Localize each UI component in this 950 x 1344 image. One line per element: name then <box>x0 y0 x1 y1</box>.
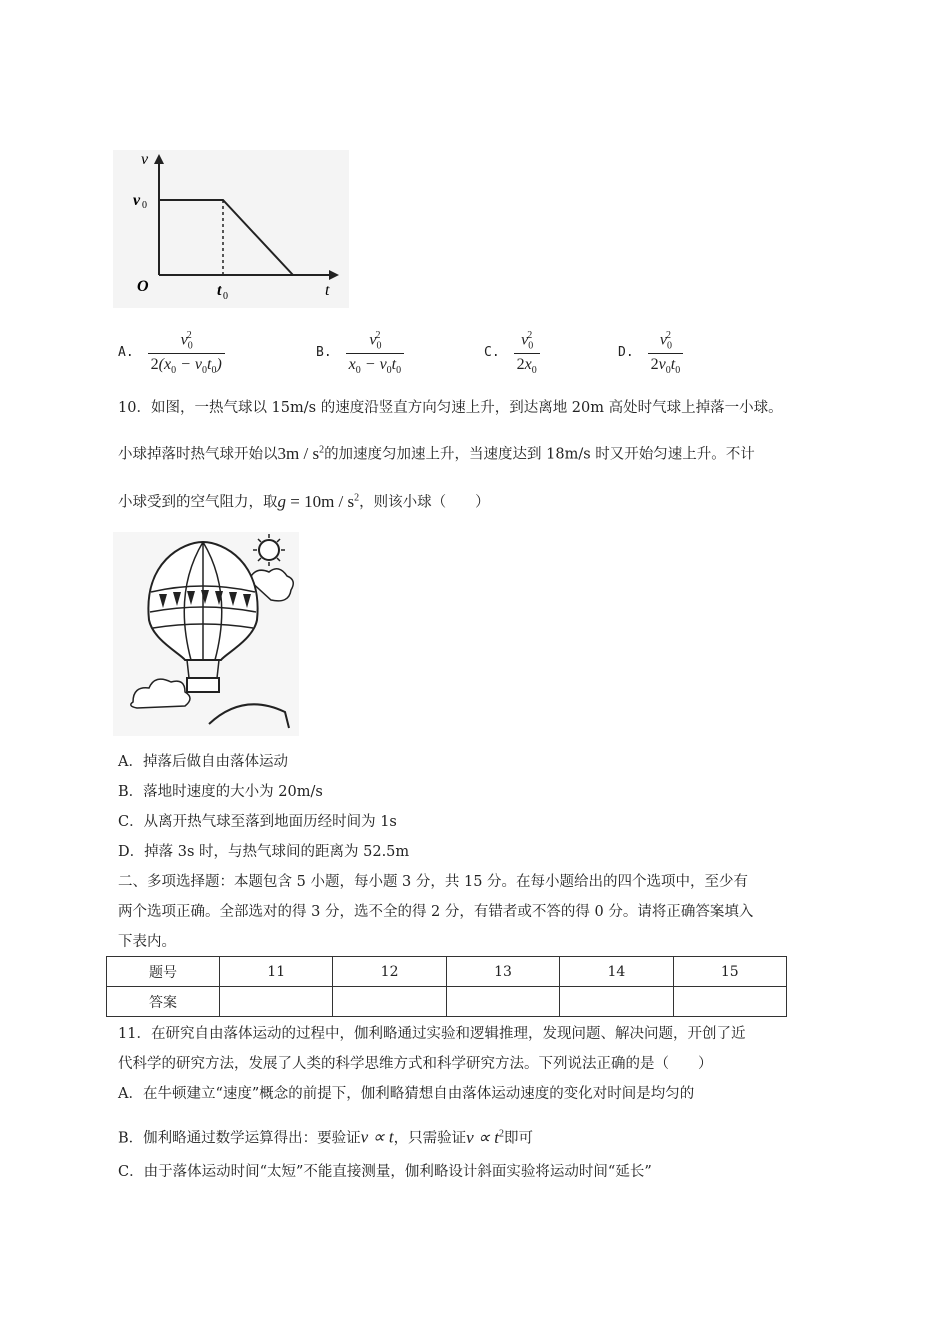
v0-label: v <box>133 192 141 209</box>
q11-line1: 11．在研究自由落体运动的过程中，伽利略通过实验和逻辑推理，发现问题、解决问题，开创了近 <box>118 1026 746 1042</box>
q9-option-a[interactable]: A. $\frac{v_0^2}{2(x_0 - v_0t_0)}$ <box>118 330 225 376</box>
v-prop-t2: $v \propto t^2$ <box>466 1127 504 1147</box>
t0-sub: 0 <box>223 291 228 302</box>
q11-line2: 代科学的研究方法，发展了人类的科学思维方式和科学研究方法。下列说法正确的是（ ） <box>118 1056 713 1072</box>
table-row <box>107 987 787 1017</box>
q9-option-c[interactable]: C. $\frac{v_0^2}{2x_0}$ <box>484 330 540 376</box>
balloon-basket <box>187 678 219 692</box>
section2-line3: 下表内。 <box>118 934 176 950</box>
cloud-left-icon <box>131 679 190 708</box>
t0-label: t <box>217 282 222 299</box>
balloon-illustration <box>113 532 299 736</box>
answer-table <box>106 956 787 1017</box>
q10-option-b[interactable]: B．落地时速度的大小为 20m/s <box>118 784 323 800</box>
v0-sub: 0 <box>142 200 147 211</box>
v-prop-t: v ∝ t <box>360 1127 394 1147</box>
q10-line3: 小球受到的空气阻力，取$g = 10m / s^2$，则该小球（ ） <box>118 491 490 511</box>
header-label: 题号 <box>107 957 220 987</box>
hot-air-balloon-figure <box>113 532 299 736</box>
q9-option-d[interactable]: D. $\frac{v_0^2}{2v_0t_0}$ <box>618 330 683 376</box>
t-axis-arrow <box>329 270 339 280</box>
question-number: 13 <box>446 957 559 987</box>
question-number: 12 <box>333 957 446 987</box>
q10-line2: 小球掉落时热气球开始以$3m / s^2$的加速度匀加速上升，当速度达到 18m/s 时又开始匀速上升。不计 <box>118 443 755 463</box>
q10-option-a[interactable]: A．掉落后做自由落体运动 <box>118 754 288 770</box>
section2-line1: 二、多项选择题：本题包含 5 小题，每小题 3 分，共 15 分。在每小题给出的四个选项中，至少有 <box>118 874 749 890</box>
answer-cell-11[interactable] <box>220 987 333 1017</box>
q11-option-b[interactable]: B．伽利略通过数学运算得出：要验证v ∝ t，只需验证$v \propto t^2$即可 <box>118 1127 533 1147</box>
section2-line2: 两个选项正确。全部选对的得 3 分，选不全的得 2 分，有错者或不答的得 0 分。请将正确答案填入 <box>118 904 754 920</box>
question-number: 14 <box>560 957 673 987</box>
t-axis-label: t <box>325 282 330 299</box>
q11-option-a[interactable]: A．在牛顿建立“速度”概念的前提下，伽利略猜想自由落体运动速度的变化对时间是均匀的 <box>118 1086 695 1102</box>
answer-label: 答案 <box>107 987 220 1017</box>
answer-cell-15[interactable] <box>673 987 786 1017</box>
q10-option-c[interactable]: C．从离开热气球至落到地面历经时间为 1s <box>118 814 397 830</box>
sun-icon <box>259 540 279 560</box>
q9-option-b[interactable]: B. $\frac{v_0^2}{x_0 - v_0t_0}$ <box>316 330 404 376</box>
q10-line1: 10．如图，一热气球以 15m/s 的速度沿竖直方向匀速上升，到达离地 20m 高处时气球上掉落一小球。 <box>118 400 783 416</box>
question-number: 11 <box>220 957 333 987</box>
v-axis-arrow <box>154 154 164 164</box>
hill <box>209 704 289 728</box>
question-number: 15 <box>673 957 786 987</box>
q9-c-fraction: $\frac{v_0^2}{2x_0}$ <box>514 330 540 376</box>
vt-graph-figure <box>113 150 349 308</box>
vt-graph <box>113 150 349 308</box>
q9-d-fraction: $\frac{v_0^2}{2v_0t_0}$ <box>648 330 684 376</box>
v-axis-label: v <box>141 151 149 168</box>
answer-cell-13[interactable] <box>446 987 559 1017</box>
q9-a-fraction: $\frac{v_0^2}{2(x_0 - v_0t_0)}$ <box>148 330 225 376</box>
q11-option-c[interactable]: C．由于落体运动时间“太短”不能直接测量，伽利略设计斜面实验将运动时间“延长” <box>118 1164 652 1180</box>
velocity-line <box>159 200 293 275</box>
origin-label: O <box>137 278 149 295</box>
table-row <box>107 957 787 987</box>
answer-cell-12[interactable] <box>333 987 446 1017</box>
acceleration-value: $3m / s^2$ <box>277 443 325 463</box>
gravity-value: $g = 10m / s^2$ <box>277 491 360 511</box>
answer-cell-14[interactable] <box>560 987 673 1017</box>
q9-b-fraction: $\frac{v_0^2}{x_0 - v_0t_0}$ <box>346 330 404 376</box>
q10-option-d[interactable]: D．掉落 3s 时，与热气球间的距离为 52.5m <box>118 844 410 860</box>
